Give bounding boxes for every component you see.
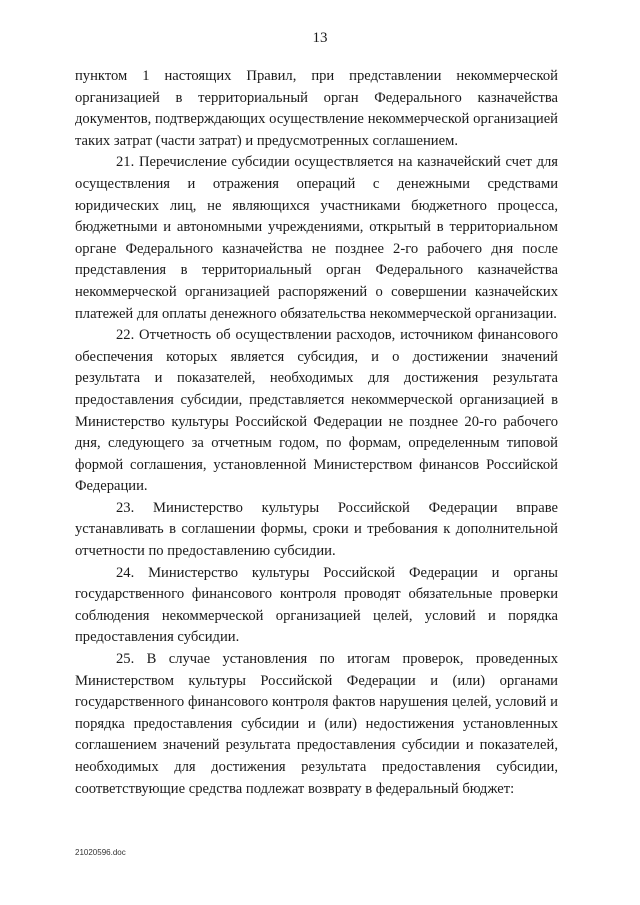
- paragraph-22: 22. Отчетность об осуществлении расходов, источником финансового обеспечения которых является субсидия, и о достижении значений результата и показателей, необходимых для достижения результата предоставления субсидии, представляется некоммерческой организацией в Министерство культуры Российской Федерации не позднее 20-го рабочего дня, следующего за отчетным годом, по формам, определенным типовой формой соглашения, установленной Министерством финансов Российской Федерации.: [75, 327, 558, 495]
- paragraph-23: 23. Министерство культуры Российской Федерации вправе устанавливать в соглашении формы, сроки и требования к дополнительной отчетности по предоставлению субсидии.: [75, 499, 558, 560]
- paragraph-21: 21. Перечисление субсидии осуществляется на казначейский счет для осуществления и отражения операций с денежными средствами юридических лиц, не являющихся участниками бюджетного процесса, бюджетными и автономными учреждениями, открытый в территориальном органе Федерального казначейства не позднее 2-го рабочего дня после представления в территориальный орган Федерального казначейства некоммерческой организацией распоряжений о совершении казначейских платежей для оплаты денежного обязательства некоммерческой организации.: [75, 154, 558, 322]
- paragraph-24: 24. Министерство культуры Российской Федерации и органы государственного финансового контроля проводят обязательные проверки соблюдения некоммерческой организацией целей, условий и порядка предоставления субсидии.: [75, 564, 558, 646]
- paragraph-25: 25. В случае установления по итогам проверок, проведенных Министерством культуры Российской Федерации и (или) органами государственного финансового контроля фактов нарушения целей, условий и порядка предоставления субсидии и (или) недостижения установленных соглашением значений результата предоставления субсидии и показателей, необходимых для достижения результата предоставления субсидии, соответствующие средства подлежат возврату в федеральный бюджет:: [75, 651, 558, 797]
- page-number: 13: [312, 30, 328, 46]
- paragraph-continuation: пунктом 1 настоящих Правил, при представлении некоммерческой организацией в территориальный орган Федерального казначейства документов, подтверждающих осуществление некоммерческой организацией таких затрат (части затрат) и предусмотренных соглашением.: [75, 68, 558, 149]
- document-body: [75, 66, 558, 800]
- file-name-footer: 21020596.doc: [75, 848, 126, 857]
